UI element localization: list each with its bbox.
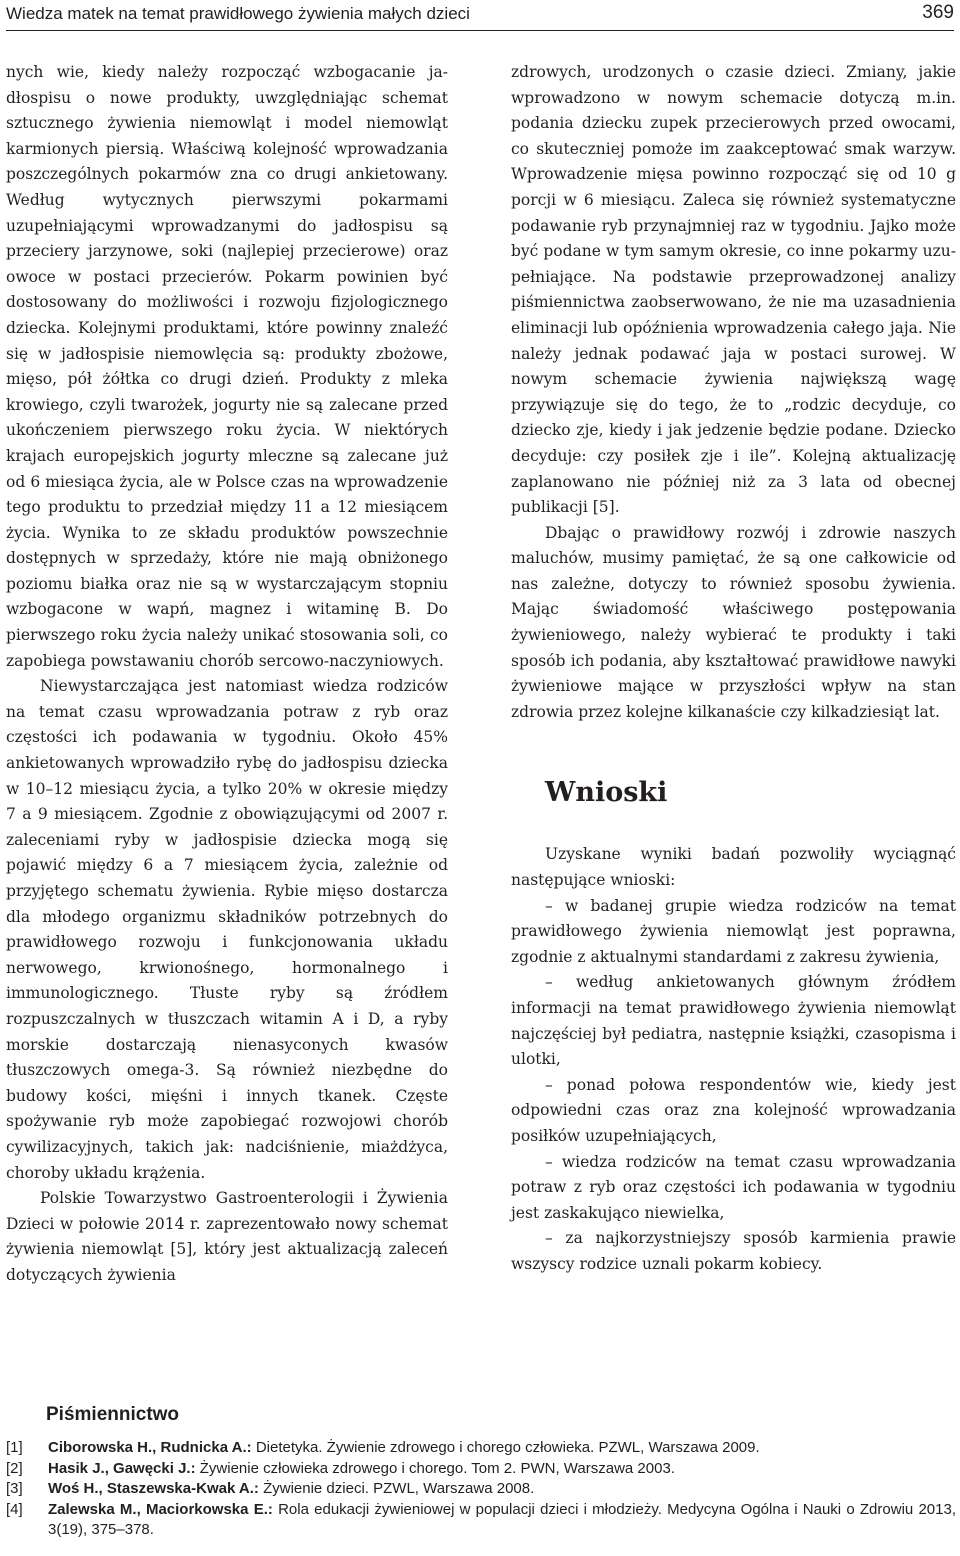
reference-item: [6, 1479, 956, 1500]
reference-number: [3]: [6, 1480, 23, 1497]
reference-details: Dietetyka. Żywienie zdrowego i chorego człowieka. PZWL, Warszawa 2009.: [251, 1439, 760, 1456]
bibliography: [6, 1404, 956, 1541]
paragraph-scheme-changes: zdrowych, urodzonych o czasie dzieci. Zmiany, jakie wprowadzono w nowym schemacie dotyczą m.in. podania dziecku zupek przecierowych przed owocami, co skuteczniej pomoże im zaakceptować smak warzyw. Wprowadzenie mięsa powinno rozpocząć się od 10 g porcji w 6 miesiącu. Zaleca się również systematyczne podawanie ryb przynajmniej raz w tygodniu. Jajko może być podane w tym samym okresie, co inne pokarmy uzupełniające. Na podstawie przeprowadzonej analizy piśmiennictwa zaobserwowano, że nie ma uzasadnienia eliminacji lub opóźnienia wprowadzenia całego jaja. Nie należy jednak podawać jaja w postaci surowej. W nowym schemacie żywienia największą wagę przywiązuje się do tego, że to „rodzic decyduje, co dziecko zje, kiedy i jak jedzenie będzie podane. Dziecko decyduje: czy posiłek zje i ile”. Kolejną aktualizację zaplanowano nie później niż za 3 lata od obecnej publikacji [5].: [511, 63, 956, 517]
conclusion-item: – według ankietowanych głównym źródłem informacji na temat prawidłowego żywienia niemowląt najczęściej był pediatra, następnie książki, czasopisma i ulotki,: [511, 973, 956, 1069]
page-number: 369: [922, 2, 954, 23]
conclusion-item: – za najkorzystniejszy sposób karmienia prawie wszyscy rodzice uznali pokarm kobiecy.: [511, 1229, 956, 1273]
running-title: Wiedza matek na temat prawidłowego żywienia małych dzieci: [6, 4, 470, 23]
bibliography-heading: Piśmiennictwo: [46, 1404, 180, 1425]
reference-number: [2]: [6, 1459, 23, 1477]
reference-item: [6, 1500, 956, 1541]
reference-details: Rola edukacji żywieniowej w populacji dzieci i młodzieży. Medycyna Ogólna i Nauki o Zdrowiu 2013, 3(19), 375–378.: [48, 1500, 956, 1538]
conclusion-item: – ponad połowa respondentów wie, kiedy jest odpowiedni czas oraz zna kolejność wprowadzania posiłków uzupełniających,: [511, 1075, 956, 1145]
section-heading-conclusions: Wnioski: [545, 777, 668, 809]
reference-details: Żywienie człowieka zdrowego i chorego. Tom 2. PWN, Warszawa 2003.: [195, 1459, 675, 1477]
right-column: [511, 60, 956, 1278]
conclusion-item: – wiedza rodziców na temat czasu wprowadzania potraw z ryb oraz częstości ich podawania w tygodniu jest zaskakująco niewielka,: [511, 1152, 956, 1222]
paragraph-new-scheme: Polskie Towarzystwo Gastroenterologii i Żywienia Dzieci w połowie 2014 r. zaprezentowało nowy schemat żywienia niemowląt [5], który jest aktualizacją zaleceń dotyczących żywienia: [6, 1189, 448, 1284]
reference-authors: Woś H., Staszewska-Kwak A.:: [48, 1480, 259, 1497]
reference-number: [1]: [6, 1439, 23, 1456]
conclusions-intro: Uzyskane wyniki badań pozwoliły wyciągnąć następujące wnioski:: [511, 845, 956, 890]
reference-item: [6, 1459, 956, 1480]
reference-authors: Hasik J., Gawęcki J.:: [48, 1459, 196, 1477]
paragraph-complementary-foods: nych wie, kiedy należy rozpocząć wzbogacanie jadłospisu o nowe produkty, uwzględniając schemat sztucznego żywienia niemowląt i model niemowląt karmionych piersią. Właściwą kolejność wprowadzania poszczególnych pokarmów zna co drugi ankietowany. Według wytycznych pierwszymi pokarmami uzupełniającymi wprowadzanymi do jadłospisu są przeciery jarzynowe, soki (najlepiej przecierowe) oraz owoce w postaci przecierów. Pokarm powinien być dostosowany do możliwości i rozwoju fizjologicznego dziecka. Kolejnymi produktami, które powinny znaleźć się w jadłospisie niemowlęcia są: produkty zbożowe, mięso, pół żółtka co drugi dzień. Produkty z mleka krowiego, czyli twarożek, jogurty nie są zalecane przed ukończeniem pierwszego roku życia. W niektórych krajach europejskich jogurty mleczne są zalecane już od 6 miesiąca życia, ale w Polsce czas na wprowadzenie tego produktu to przedział między 11 a 12 miesiącem życia. Wynika to ze składu produktów powszechnie dostępnych w sprzedaży, które nie mają obniżonego poziomu białka oraz nie są w wystarczającym stopniu wzbogacone w wapń, magnez i witaminę B. Do pierwszego roku życia należy unikać stosowania soli, co zapobiega powstawaniu chorób sercowo-naczyniowych.: [6, 63, 448, 670]
conclusion-item: – w badanej grupie wiedza rodziców na temat prawidłowego żywienia niemowląt jest poprawna, zgodnie z aktualnymi standardami z zakresu żywienia,: [511, 896, 956, 966]
reference-number: [4]: [6, 1500, 23, 1518]
paragraph-healthy-habits: Dbając o prawidłowy rozwój i zdrowie naszych maluchów, musimy pamiętać, że są one całkowicie od nas zależne, dotyczy to również sposobu żywienia. Mając świadomość właściwego postępowania żywieniowego, należy wybierać te produkty i taki sposób ich podania, aby kształtować prawidłowe nawyki żywieniowe mające w przyszłości wpływ na stan zdrowia przez kolejne kilkanaście czy kilkadziesiąt lat.: [511, 523, 956, 721]
reference-authors: Ciborowska H., Rudnicka A.:: [48, 1439, 252, 1456]
reference-authors: Zalewska M., Maciorkowska E.:: [48, 1500, 273, 1518]
reference-item: [6, 1438, 956, 1459]
left-column: [6, 60, 448, 1289]
reference-details: Żywienie dzieci. PZWL, Warszawa 2008.: [258, 1480, 535, 1497]
paragraph-fish-knowledge: Niewystarczająca jest natomiast wiedza rodziców na temat czasu wprowadzania potraw z ryb oraz częstości ich podawania w tygodniu. Około 45% ankietowanych wprowadziło rybę do jadłospisu dziecka w 10–12 miesiącu życia, a tylko 20% w okresie między 7 a 9 miesiącem. Zgodnie z obowiązującymi od 2007 r. zaleceniami ryby w jadłospisie dziecka mogą się pojawić między 6 a 7 miesiącem życia, zależnie od przyjętego schematu żywienia. Rybie mięso dostarcza dla młodego organizmu składników potrzebnych do prawidłowego rozwoju i funkcjonowania układu nerwowego, krwionośnego, hormonalnego i immunologicznego. Tłuste ryby są źródłem rozpuszczalnych w tłuszczach witamin A i D, a ryby morskie dostarczają nienasyconych kwasów tłuszczowych omega-3. Są również niezbędne do budowy kości, mięśni i innych tkanek. Częste spożywanie ryb może zapobiegać rozwojowi chorób cywilizacyjnych, takich jak: nadciśnienie, miażdżyca, choroby układu krążenia.: [6, 677, 448, 1182]
running-header: [6, 0, 954, 31]
